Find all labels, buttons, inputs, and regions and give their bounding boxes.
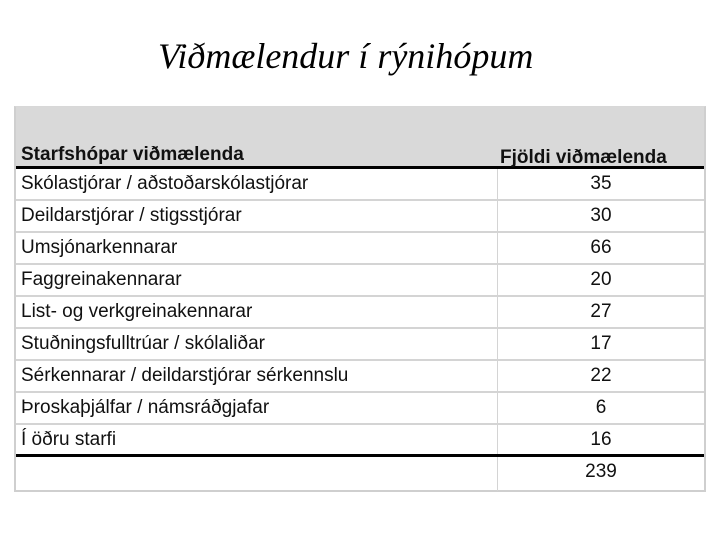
table-row	[16, 393, 704, 425]
table-row	[16, 297, 704, 329]
page-title: Viðmælendur í rýnihópum	[158, 36, 534, 76]
table-row	[16, 169, 704, 201]
group-cell: Sérkennarar / deildarstjórar sérkennslu	[21, 365, 349, 386]
group-cell: List- og verkgreinakennarar	[21, 301, 253, 322]
count-cell: 22	[590, 365, 612, 386]
participants-table	[14, 106, 706, 492]
table-body	[16, 169, 704, 489]
table-row	[16, 201, 704, 233]
header-group-label: Starfshópar viðmælenda	[21, 144, 244, 165]
count-cell: 6	[595, 397, 607, 418]
total-row	[16, 457, 704, 489]
count-cell: 27	[590, 301, 612, 322]
group-cell: Skólastjórar / aðstoðarskólastjórar	[21, 173, 309, 194]
table-row	[16, 265, 704, 297]
table-row	[16, 233, 704, 265]
group-cell: Þroskaþjálfar / námsráðgjafar	[21, 397, 270, 418]
count-cell: 66	[590, 237, 612, 258]
count-cell: 16	[590, 429, 612, 450]
count-cell: 20	[590, 269, 612, 290]
count-cell: 35	[590, 173, 612, 194]
group-cell: Faggreinakennarar	[21, 269, 182, 290]
group-cell: Stuðningsfulltrúar / skólaliðar	[21, 333, 265, 354]
table-row	[16, 425, 704, 457]
table-row	[16, 361, 704, 393]
total-count-cell: 239	[585, 461, 617, 482]
group-cell: Í öðru starfi	[21, 429, 117, 450]
table-row	[16, 329, 704, 361]
group-cell: Deildarstjórar / stigsstjórar	[21, 205, 242, 226]
header-count-label: Fjöldi viðmælenda	[500, 147, 667, 168]
table-header	[16, 107, 704, 169]
count-cell: 30	[590, 205, 612, 226]
count-cell: 17	[590, 333, 612, 354]
group-cell: Umsjónarkennarar	[21, 237, 178, 258]
